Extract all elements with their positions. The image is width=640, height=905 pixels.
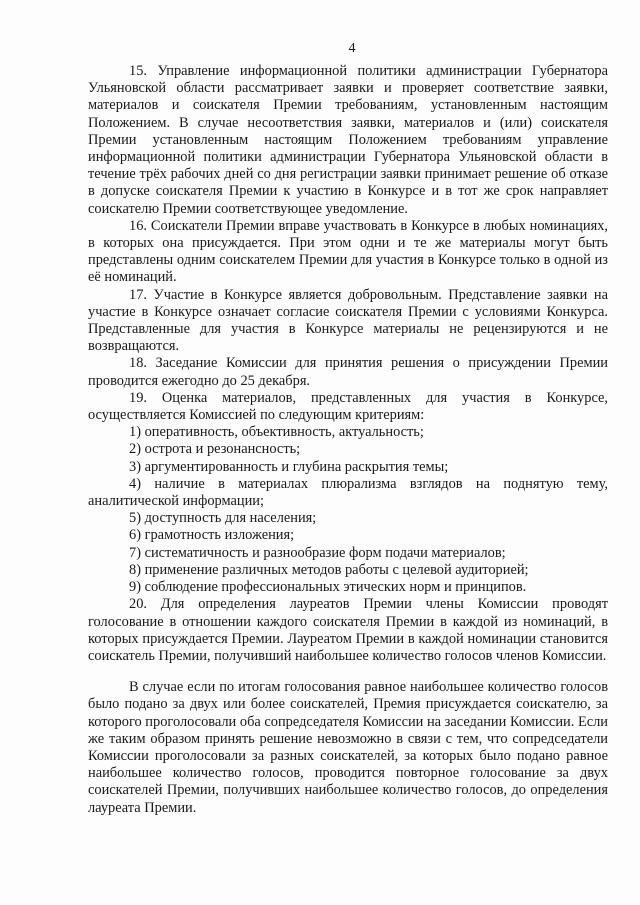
criteria-item: 8) применение различных методов работы с целевой аудиторией;: [129, 561, 529, 578]
criteria-item: 6) грамотность изложения;: [129, 527, 295, 544]
criteria-item: 3) аргументированность и глубина раскрытия темы;: [129, 458, 449, 475]
criteria-item: 4) наличие в материалах плюрализма взглядов на поднятую тему, аналитической информации;: [88, 475, 608, 510]
paragraph-18: 18. Заседание Комиссии для принятия решения о присуждении Премии проводится ежегодно до 25 декабря.: [88, 355, 608, 389]
page-number: 4: [348, 41, 356, 56]
paragraph-17: 17. Участие в Конкурсе является добровольным. Представление заявки на участие в Конкурсе означает согласие соискателя Премии с условиями Конкурса. Представленные для участия в Конкурсе материалы не рецензируются и не возвращаются.: [88, 286, 608, 355]
criteria-item: 5) доступность для населения;: [129, 510, 317, 527]
paragraph-15: 15. Управление информационной политики администрации Губернатора Ульяновской области рассматривает заявки и проверяет соответствие заявки, материалов и соискателя Премии требованиям, установленным настоящим Положением. В случае несоответствия заявки, материалов и (или) соискателя Премии установленным настоящим Положением требованиям управление информационной политики администрации Губернатора Ульяновской области в течение трёх рабочих дней со дня регистрации заявки принимает решение об отказе в допуске соискателя Премии к участию в Конкурсе и в тот же срок направляет соискателю Премии соответствующее уведомление.: [88, 63, 608, 217]
document-body: [88, 63, 608, 817]
criteria-item: 9) соблюдение профессиональных этических норм и принципов.: [129, 579, 527, 596]
paragraph-gap: [88, 665, 608, 679]
criteria-list: [88, 424, 608, 596]
criteria-item: 7) систематичность и разнообразие форм подачи материалов;: [129, 544, 506, 561]
paragraph-20: 20. Для определения лауреатов Премии члены Комиссии проводят голосование в отношении каждого соискателя Премии в каждой из номинаций, в которых присуждается Премии. Лауреатом Премии в каждой номинации становится соискатель Премии, получивший наибольшее количество голосов членов Комиссии.: [88, 596, 608, 664]
criteria-item: 2) острота и резонансность;: [129, 441, 301, 458]
paragraph-final: В случае если по итогам голосования равное наибольшее количество голосов было подано за двух или более соискателей, Премия присуждается соискателю, за которого проголосовали оба сопредседателя Комиссии на заседании Комиссии. Если же таким образом принять решение невозможно в связи с тем, что сопредседатели Комиссии проголосовали за разных соискателей, за которых было подано равное наибольшее количество голосов, проводится повторное голосование за двух соискателей Премии, получивших наибольшее количество голосов, до определения лауреата Премии.: [88, 679, 608, 816]
criteria-item: 1) оперативность, объективность, актуальность;: [129, 424, 424, 441]
paragraph-16: 16. Соискатели Премии вправе участвовать в Конкурсе в любых номинациях, в которых она присуждается. При этом одни и те же материалы могут быть представлены одним соискателем Премии для участия в Конкурсе только в одной из её номинаций.: [88, 217, 608, 286]
paragraph-19: 19. Оценка материалов, представленных для участия в Конкурсе, осуществляется Комиссией по следующим критериям:: [88, 389, 608, 424]
